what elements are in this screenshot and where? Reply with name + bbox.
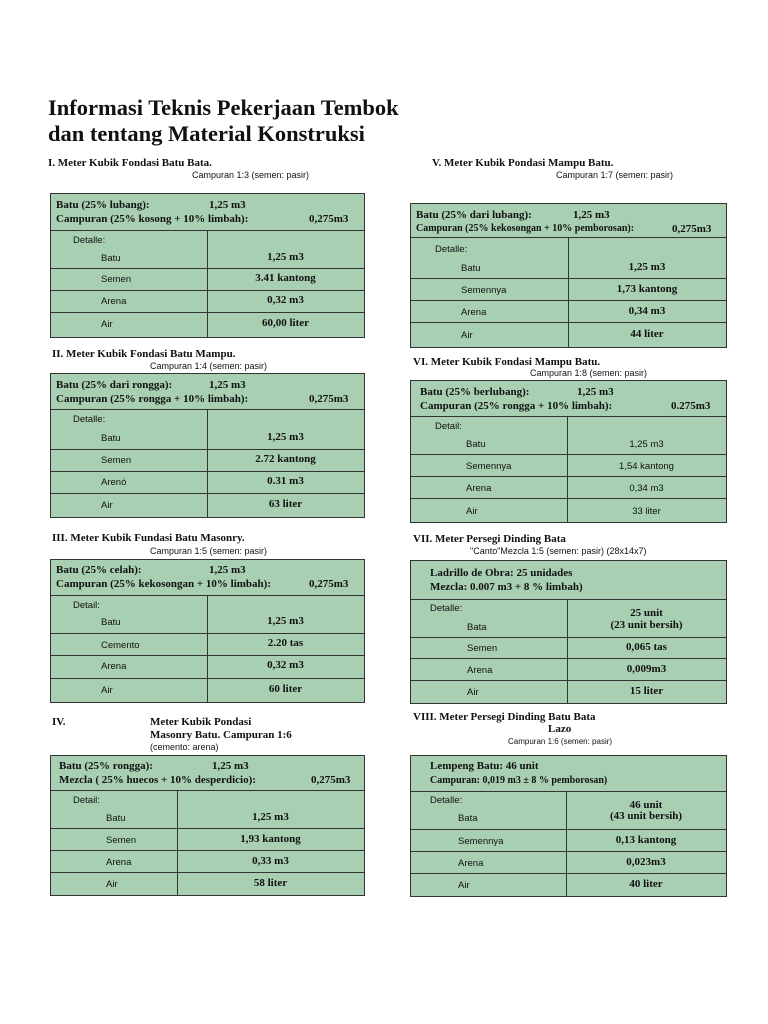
section-4-table (50, 755, 365, 896)
row-label: Air (101, 319, 113, 330)
summary-mix-label: Campuran (25% rongga + 10% limbah): (56, 393, 249, 405)
row-value: 1,25 m3 (628, 261, 666, 273)
row-value: 0,32 m3 (267, 659, 304, 671)
table-row (51, 248, 364, 269)
row-value: 1,25 m3 (629, 439, 664, 450)
row-label: Arena (458, 858, 484, 869)
row-label: Batu (106, 813, 126, 824)
table-row (51, 656, 364, 679)
section-7-summary (411, 561, 726, 600)
row-label: Semennya (458, 836, 504, 847)
row-value: 1,25 m3 (267, 251, 304, 263)
row-label: Air (467, 687, 479, 698)
detail-label: Detail: (73, 795, 100, 806)
row-value: 63 liter (268, 498, 303, 510)
section-2-heading: II. Meter Kubik Fondasi Batu Mampu. (52, 348, 236, 360)
row-value: 46 unit (629, 799, 663, 811)
row-value: 2.20 tas (267, 637, 304, 649)
table-row (51, 829, 364, 851)
section-6-heading: VI. Meter Kubik Fondasi Mampu Batu. (413, 356, 601, 368)
section-6-table (410, 380, 727, 523)
detail-label: Detalle: (435, 244, 468, 255)
row-label: Arena (461, 307, 487, 318)
detail-label: Detalle: (430, 795, 463, 806)
row-value: 1,25 m3 (267, 615, 304, 627)
table-row (51, 494, 364, 517)
row-label: Batu (101, 433, 121, 444)
section-1-mix: Campuran 1:3 (semen: pasir) (192, 170, 310, 180)
section-7-mix: "Canto"Mezcla 1:5 (semen: pasir) (28x14x7) (470, 546, 647, 556)
table-row (411, 852, 726, 874)
row-value: 44 liter (630, 328, 664, 340)
row-label: Arenó (101, 477, 127, 488)
table-row (411, 323, 726, 347)
section-3-summary (51, 560, 364, 596)
table-row (51, 679, 364, 702)
row-value: 1,25 m3 (252, 811, 289, 823)
row-value: 0,34 m3 (628, 305, 666, 317)
row-label: Arena (466, 483, 492, 494)
row-label: Cemento (101, 640, 140, 651)
row-value: 0,009m3 (626, 663, 667, 675)
section-4-number: IV. (52, 716, 66, 728)
row-value: 1,73 kantong (616, 283, 678, 295)
summary-stone-value: 1,25 m3 (209, 199, 246, 211)
table-row (411, 455, 726, 477)
table-row (411, 433, 726, 455)
table-row (51, 873, 364, 895)
section-4-mix: (cemento: arena) (150, 742, 219, 752)
section-5-table (410, 203, 727, 348)
summary-stone-value: 1,25 m3 (209, 379, 246, 391)
section-2-summary (51, 374, 364, 410)
table-row (411, 638, 726, 659)
summary-mix-value: 0,275m3 (309, 393, 349, 405)
section-8-summary (411, 756, 726, 792)
row-value: 0,34 m3 (629, 483, 664, 494)
row-value: 2.72 kantong (255, 453, 316, 465)
detail-label: Detalle: (73, 235, 106, 246)
row-value-net: (23 unit bersih) (610, 619, 683, 631)
section-5-summary (411, 204, 726, 238)
table-row (411, 279, 726, 301)
row-value: 1,93 kantong (240, 833, 301, 845)
section-2-table (50, 373, 365, 518)
detail-label: Detalle: (73, 414, 106, 425)
row-label: Batu (101, 617, 121, 628)
table-row (51, 428, 364, 450)
summary-stone-label: Batu (25% rongga): (59, 760, 153, 772)
row-label: Semennya (461, 285, 507, 296)
row-label: Air (461, 330, 473, 341)
row-value: 15 liter (629, 685, 664, 697)
row-label: Semen (101, 455, 132, 466)
row-label: Semen (467, 643, 498, 654)
section-1-table (50, 193, 365, 338)
summary-brick-label: Lempeng Batu: 46 unit (430, 760, 539, 772)
page-title (48, 95, 468, 147)
title-line-2: dan tentang Material Konstruksi (48, 121, 365, 146)
row-value: 0,023m3 (626, 856, 666, 868)
row-value: 3.41 kantong (255, 272, 316, 284)
section-8-heading: VIII. Meter Persegi Dinding Batu Bata (413, 711, 596, 723)
summary-stone-value: 1,25 m3 (577, 386, 614, 398)
summary-mix-value: 0,275m3 (672, 223, 712, 235)
table-row (411, 499, 726, 522)
section-3-heading: III. Meter Kubik Fundasi Batu Masonry. (52, 532, 245, 544)
table-row (411, 874, 726, 896)
section-3-mix: Campuran 1:5 (semen: pasir) (150, 546, 268, 556)
section-5-heading: V. Meter Kubik Pondasi Mampu Batu. (432, 157, 614, 169)
table-row (411, 256, 726, 279)
table-row (51, 851, 364, 873)
summary-brick-label: Ladrillo de Obra: 25 unidades (430, 567, 573, 579)
summary-stone-label: Batu (25% berlubang): (420, 386, 530, 398)
summary-mix-value: 0,275m3 (309, 213, 349, 225)
summary-stone-value: 1,25 m3 (212, 760, 249, 772)
row-value: 60 liter (268, 683, 303, 695)
row-value: 25 unit (630, 607, 663, 619)
summary-stone-label: Batu (25% celah): (56, 564, 142, 576)
section-7-heading: VII. Meter Persegi Dinding Bata (413, 533, 566, 545)
row-label: Air (106, 879, 118, 890)
row-value: 60,00 liter (261, 317, 310, 329)
section-8-mix: Campuran 1:6 (semen: pasir) (508, 737, 613, 746)
detail-label: Detalle: (430, 603, 463, 614)
table-row (411, 301, 726, 323)
row-value: 58 liter (253, 877, 288, 889)
summary-mix-label: Mezcla: 0.007 m3 + 8 % limbah) (430, 581, 583, 593)
section-6-summary (411, 381, 726, 417)
row-label: Semen (106, 835, 137, 846)
row-value: 1,54 kantong (619, 461, 674, 472)
row-label: Batu (461, 263, 481, 274)
summary-mix-label: Campuran (25% kosong + 10% limbah): (56, 213, 249, 225)
table-row (51, 807, 364, 829)
section-4-summary (51, 756, 364, 791)
summary-stone-value: 1,25 m3 (573, 209, 610, 221)
row-label: Arena (101, 661, 127, 672)
table-row (51, 634, 364, 656)
table-row (51, 269, 364, 291)
row-label: Air (101, 500, 113, 511)
detail-label: Detail: (435, 421, 462, 432)
summary-mix-label: Campuran (25% kekosongan + 10% limbah): (56, 578, 271, 590)
row-value: 0,13 kantong (615, 834, 677, 846)
section-5-mix: Campuran 1:7 (semen: pasir) (556, 170, 674, 180)
table-row (51, 472, 364, 494)
table-row (51, 313, 364, 337)
row-label: Arena (467, 665, 493, 676)
row-label: Bata (467, 622, 487, 633)
section-3-table (50, 559, 365, 703)
section-8-table (410, 755, 727, 897)
summary-mix-value: 0.275m3 (671, 400, 711, 412)
row-label: Air (101, 685, 113, 696)
summary-stone-value: 1,25 m3 (209, 564, 246, 576)
section-1-heading: I. Meter Kubik Fondasi Batu Bata. (48, 157, 212, 169)
summary-mix-label: Campuran (25% kekosongan + 10% pemborosan): (416, 223, 635, 234)
row-label: Batu (466, 439, 486, 450)
table-row (411, 792, 726, 830)
section-6-mix: Campuran 1:8 (semen: pasir) (530, 368, 648, 378)
row-value: 0,33 m3 (252, 855, 289, 867)
row-label: Bata (458, 813, 478, 824)
section-7-table (410, 560, 727, 704)
table-row (411, 477, 726, 499)
summary-mix-value: 0,275m3 (311, 774, 351, 786)
row-value: 33 liter (632, 506, 661, 517)
summary-mix-label: Campuran: 0,019 m3 ± 8 % pemborosan) (430, 775, 608, 786)
row-value: 0.31 m3 (267, 475, 304, 487)
summary-mix-label: Mezcla ( 25% huecos + 10% desperdicio): (59, 774, 256, 786)
table-row (51, 612, 364, 634)
row-label: Air (458, 880, 470, 891)
summary-stone-label: Batu (25% lubang): (56, 199, 150, 211)
row-label: Semen (101, 274, 132, 285)
row-label: Arena (106, 857, 132, 868)
summary-stone-label: Batu (25% dari rongga): (56, 379, 173, 391)
summary-mix-value: 0,275m3 (309, 578, 349, 590)
table-row (411, 830, 726, 852)
row-value: 1,25 m3 (267, 431, 304, 443)
table-row (411, 659, 726, 681)
summary-stone-label: Batu (25% dari lubang): (416, 209, 532, 221)
section-2-mix: Campuran 1:4 (semen: pasir) (150, 361, 268, 371)
section-4-heading: Meter Kubik Pondasi (150, 716, 252, 728)
section-8-heading-2: Lazo (548, 723, 572, 735)
row-value: 0,32 m3 (267, 294, 304, 306)
row-label: Air (466, 506, 478, 517)
summary-mix-label: Campuran (25% rongga + 10% limbah): (420, 400, 613, 412)
table-row (411, 681, 726, 703)
detail-label: Detail: (73, 600, 100, 611)
row-value-net: (43 unit bersih) (609, 810, 683, 822)
row-label: Semennya (466, 461, 512, 472)
table-row (411, 600, 726, 638)
row-label: Arena (101, 296, 127, 307)
table-row (51, 291, 364, 313)
title-line-1: Informasi Teknis Pekerjaan Tembok (48, 95, 399, 120)
row-label: Batu (101, 253, 121, 264)
row-value: 40 liter (629, 878, 663, 890)
section-4-heading-2: Masonry Batu. Campuran 1:6 (150, 729, 292, 741)
row-value: 0,065 tas (626, 641, 667, 653)
section-1-summary (51, 194, 364, 231)
table-row (51, 450, 364, 472)
